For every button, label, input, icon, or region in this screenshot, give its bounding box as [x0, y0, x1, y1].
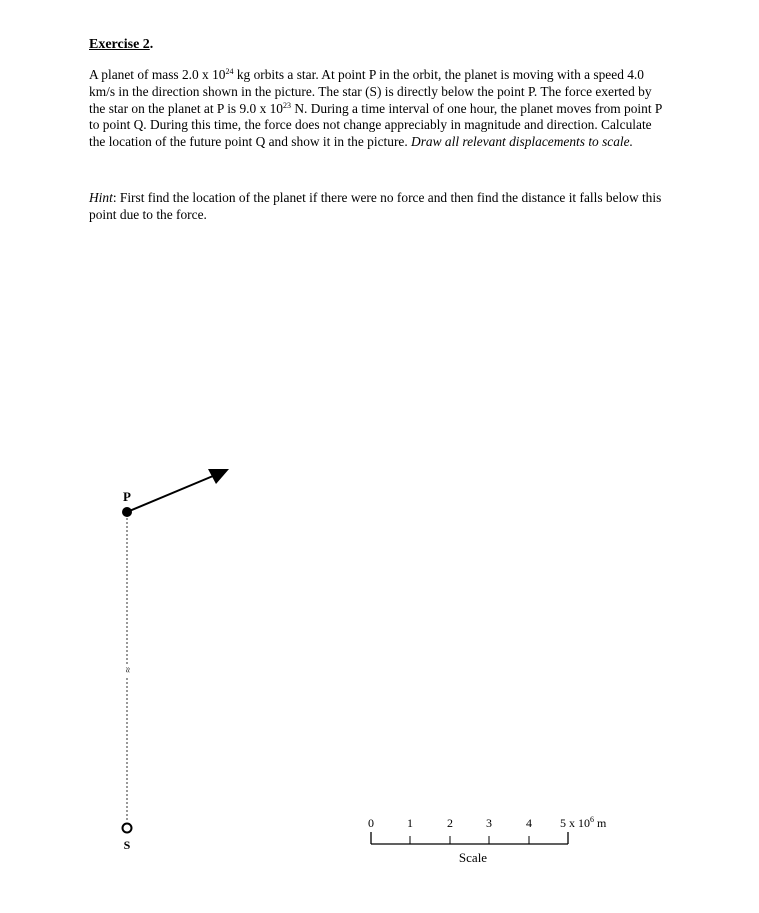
point-p-label: P	[123, 489, 131, 504]
scale-label-3: 3	[486, 816, 492, 830]
scale-label-0: 0	[368, 816, 374, 830]
statement-text-2: kg orbits a star. At point P in the orbit, the planet is moving with a speed 4.0 km/s in the direction shown in the picture. The star (S) is directly below the point P. The force exerted by the star on the planet at P is 9.0 x 10	[89, 67, 652, 116]
break-symbol: ≈	[121, 667, 133, 673]
hint-label: Hint	[89, 190, 113, 205]
star-s-circle	[123, 824, 132, 833]
mass-exponent: 24	[225, 67, 234, 76]
scale-label-2: 2	[447, 816, 453, 830]
scale-label-5-unit: m	[594, 816, 607, 830]
scale-bar	[368, 815, 607, 865]
scale-label-1: 1	[407, 816, 413, 830]
force-exponent: 23	[283, 100, 292, 110]
velocity-arrow-shaft	[127, 476, 213, 512]
scale-label-5-exponent: 6	[590, 815, 594, 824]
statement-text-3: N. During a time interval of one hour, the planet moves from point P to point Q. During this time, the force does not change appreciably in magnitude and direction. Calculate the location of the future point Q and show it in the picture.	[89, 100, 662, 150]
statement-instruction: Draw all relevant displacements to scale.	[411, 134, 633, 150]
star-s-label: S	[123, 838, 131, 852]
scale-label-4: 4	[526, 816, 532, 830]
scale-label-5	[560, 815, 607, 830]
heading-period: .	[149, 37, 154, 52]
scale-caption: Scale	[458, 850, 488, 865]
heading-text: Exercise 2	[89, 37, 150, 52]
hint-text: First find the location of the planet if there were no force and then find the distance it falls below this point due to the force.	[89, 190, 662, 222]
hint-colon: :	[112, 190, 117, 205]
scale-label-5-mantissa: 5 x 10	[560, 816, 590, 830]
statement-text-1: A planet of mass 2.0 x 10	[89, 67, 226, 82]
